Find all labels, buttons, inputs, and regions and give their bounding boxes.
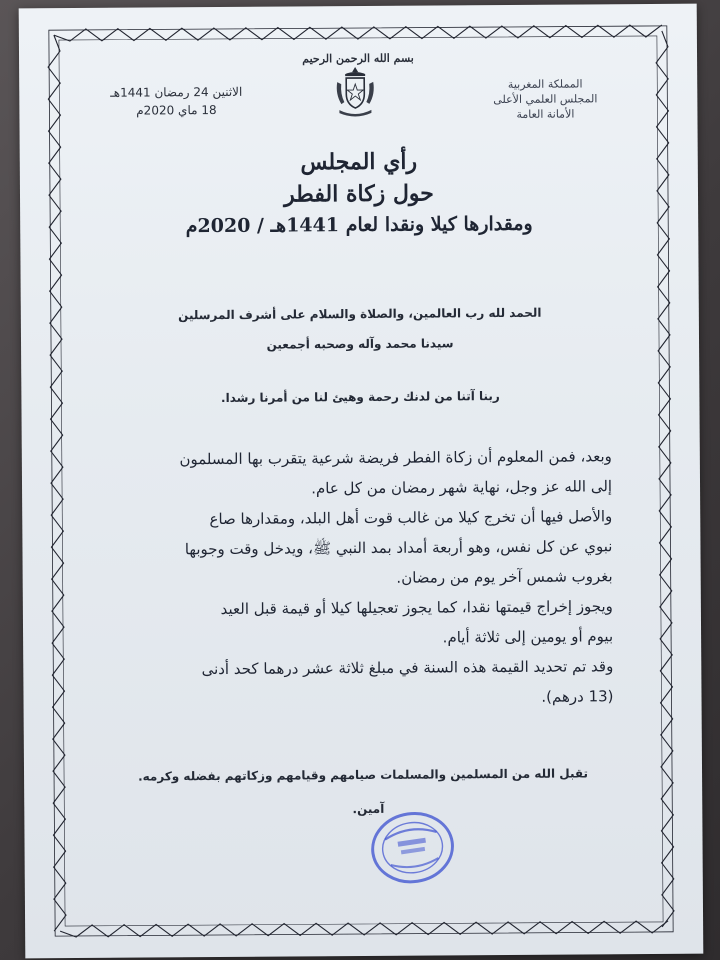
body-line: وقد تم تحديد القيمة هذه السنة في مبلغ ثلاثة عشر درهما كحد أدنى xyxy=(201,657,614,679)
title-line: رأي المجلس xyxy=(300,148,418,176)
document-title xyxy=(20,144,699,243)
body-line: (13 درهم). xyxy=(541,687,614,706)
body-line: بيوم أو يومين إلى ثلاثة أيام. xyxy=(442,627,614,647)
body-line: والأصل فيها أن تخرج كيلا من غالب قوت أهل البلد، ومقدارها صاع xyxy=(209,507,613,529)
title-line: ومقدارها كيلا ونقدا لعام 1441هـ / 2020م xyxy=(185,212,533,238)
closing-prayer: تقبل الله من المسلمين والمسلمات صيامهم وقيامهم وزكاتهم بفضله وكرمه. xyxy=(138,766,589,784)
body-paragraphs xyxy=(96,441,614,715)
invocation-line: سيدنا محمد وآله وصحبه أجمعين xyxy=(266,336,454,352)
prayer-line: ربنا آتنا من لدنك رحمة وهيئ لنا من أمرنا رشدا. xyxy=(220,389,500,405)
document-page xyxy=(19,4,704,959)
body-line: وبعد، فمن المعلوم أن زكاة الفطر فريضة شرعية يتقرب بها المسلمون xyxy=(179,447,612,469)
amen: آمين. xyxy=(352,801,385,817)
header-line: المجلس العلمي الأعلى xyxy=(493,92,598,107)
institution-header xyxy=(445,76,645,122)
hijri-date: الاثنين 24 رمضان 1441هـ xyxy=(110,84,243,100)
coat-of-arms-icon xyxy=(331,64,379,120)
body-line: بغروب شمس آخر يوم من رمضان. xyxy=(396,567,613,587)
opening-invocation xyxy=(81,297,639,361)
header-line: الأمانة العامة xyxy=(516,107,575,121)
title-line: حول زكاة الفطر xyxy=(284,180,434,208)
body-line: نبوي عن كل نفس، وهو أربعة أمداد بمد النبي ﷺ، ويدخل وقت وجوبها xyxy=(184,537,613,559)
header-line: المملكة المغربية xyxy=(507,77,583,91)
basmala: بسم الله الرحمن الرحيم xyxy=(302,51,414,66)
body-line: ويجوز إخراج قيمتها نقدا، كما يجوز تعجيلها كيلا أو قيمة قبل العيد xyxy=(220,597,613,618)
date-header xyxy=(71,83,281,120)
body-line: إلى الله عز وجل، نهاية شهر رمضان من كل عام. xyxy=(311,477,613,498)
official-seal-stamp-icon xyxy=(364,805,461,890)
gregorian-date: 18 ماي 2020م xyxy=(136,102,217,118)
invocation-line: الحمد لله رب العالمين، والصلاة والسلام على أشرف المرسلين xyxy=(178,305,542,323)
